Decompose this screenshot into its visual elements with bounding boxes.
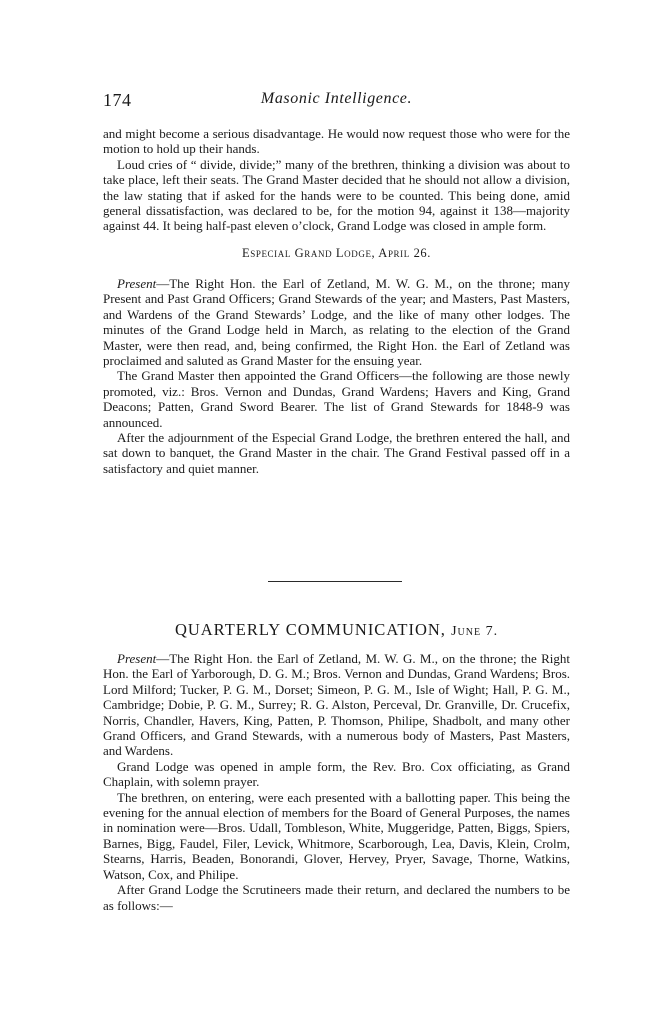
page-header (103, 90, 570, 114)
opening-text-block (103, 126, 570, 234)
page-number: 174 (103, 90, 132, 110)
section-divider-rule (268, 581, 402, 582)
section-heading-especial-grand-lodge: Especial Grand Lodge, April 26. (242, 246, 431, 260)
paragraph: Grand Lodge was opened in ample form, the Rev. Bro. Cox officiating, as Grand Chaplain, with solemn prayer. (103, 758, 570, 790)
heading-main: QUARTERLY COMMUNICATION, (174, 620, 446, 639)
paragraph (103, 276, 570, 368)
present-lead: Present (117, 651, 157, 666)
heading-date: June 7. (451, 624, 499, 639)
running-title: Masonic Intelligence. (260, 90, 413, 107)
paragraph: After the adjournment of the Especial Grand Lodge, the brethren entered the hall, and sat down to banquet, the Grand Master in the chair. The Grand Festival passed off in a satisfactory and quiet manner. (103, 430, 570, 476)
present-lead: Present (117, 276, 157, 291)
especial-grand-lodge-text-block (103, 276, 570, 476)
section-heading-quarterly-communication (103, 620, 570, 640)
paragraph: Loud cries of “ divide, divide;” many of the brethren, thinking a division was about to take place, left their seats. The Grand Master decided that he should not allow a division, the law stating that if asked for the hands were to be counted. This being done, amid general dissatisfaction, was declared to be, for the motion 94, against it 138—majority against 44. It being half-past eleven o’clock, Grand Lodge was closed in ample form. (103, 156, 570, 234)
paragraph: The Grand Master then appointed the Grand Officers—the following are those newly promoted, viz.: Bros. Vernon and Dundas, Grand Wardens; Havers and King, Grand Deacons; Patten, Grand Sword Bearer. The list of Grand Stewards for 1848-9 was announced. (103, 368, 570, 430)
present-text: —The Right Hon. the Earl of Zetland, M. W. G. M., on the throne; the Right Hon. the Earl of Yarborough, D. G. M.; Bros. Vernon and Dundas, Grand Wardens; Bros. Lord Milford; Tucker, P. G. M., Dorset; Simeon, P. G. M., Isle of Wight; Hall, P. G. M., Cambridge; Dobie, P. G. M., Surrey; R. G. Alston, Perceval, Dr. Granville, Dr. Crucefix, Norris, Chandler, Havers, King, Patten, P. Thomson, Philipe, Shadbolt, and many other Grand Officers, and Grand Stewards, with a numerous body of Masters, Past Masters, and Wardens. (103, 651, 570, 759)
paragraph (103, 651, 570, 759)
paragraph: The brethren, on entering, were each presented with a ballotting paper. This being the evening for the annual election of members for the Board of General Purposes, the names in nomination were—Bros. Udall, Tombleson, White, Muggeridge, Patten, Biggs, Spiers, Barnes, Bigg, Faudel, Filer, Levick, Whitmore, Scarborough, Lea, Davis, Klein, Crolm, Stearns, Harris, Beaden, Bonorandi, Glover, Hervey, Pryer, Savage, Thorne, Watkins, Watson, Cox, and Philipe. (103, 789, 570, 882)
quarterly-communication-text-block (103, 651, 570, 913)
present-text: —The Right Hon. the Earl of Zetland, M. W. G. M., on the throne; many Present and Past Grand Officers; Grand Stewards of the year; and Masters, Past Masters, and Wardens of the Grand Stewards’ Lodge, and the like of many other lodges. The minutes of the Grand Lodge held in March, as relating to the election of the Grand Master, were then read, and, being confirmed, the Right Hon. the Earl of Zetland was proclaimed and saluted as Grand Master for the ensuing year. (103, 276, 570, 369)
paragraph: After Grand Lodge the Scrutineers made their return, and declared the numbers to be as follows:— (103, 882, 570, 913)
paragraph: and might become a serious disadvantage. He would now request those who were for the motion to hold up their hands. (103, 126, 570, 157)
